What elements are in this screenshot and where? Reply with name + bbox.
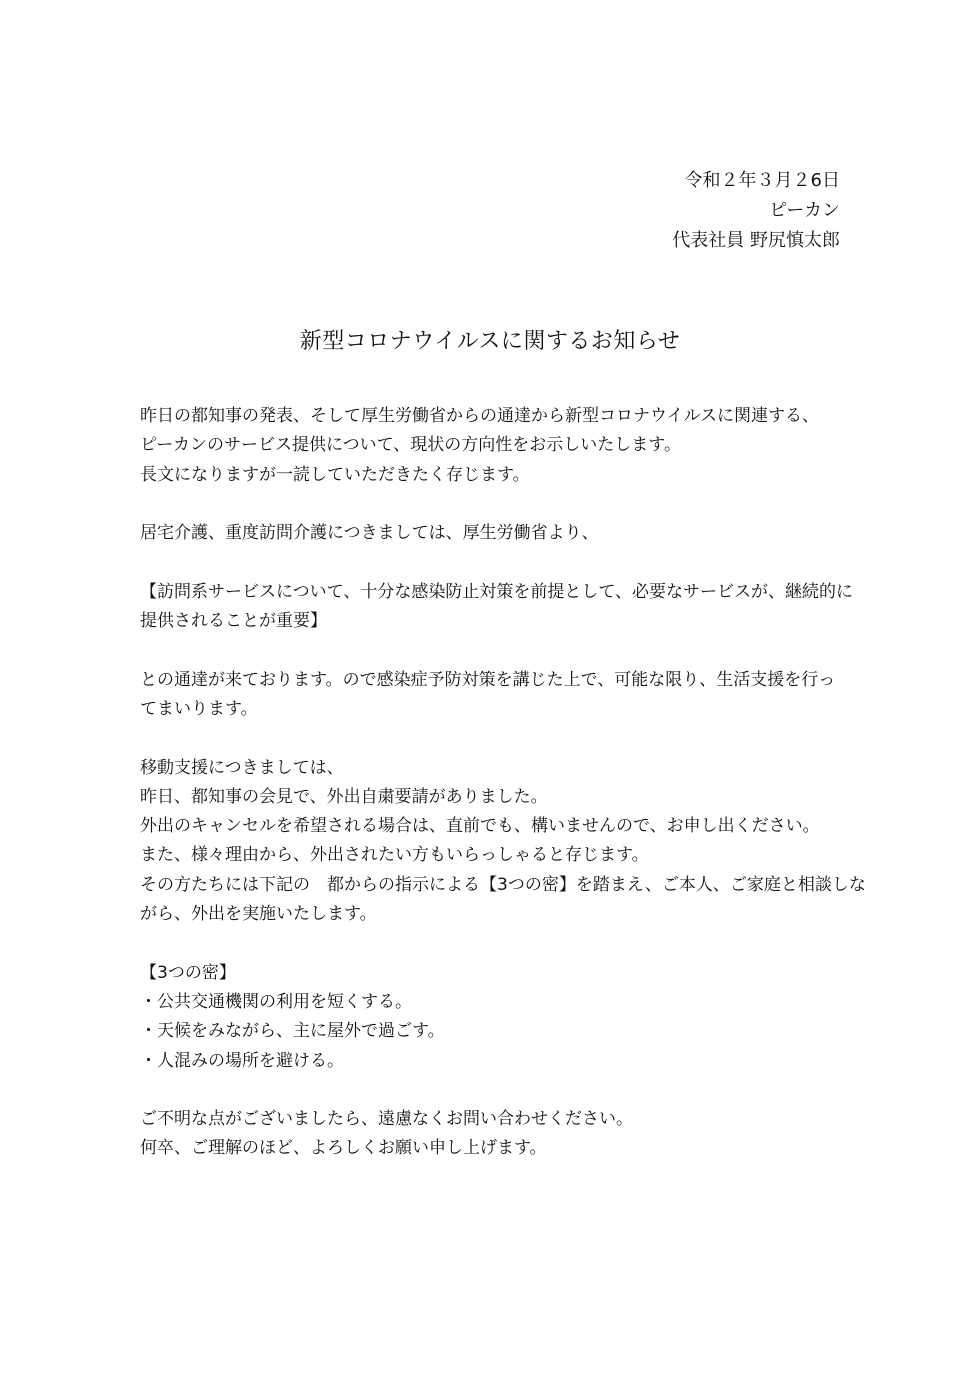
representative-name: 代表社員 野尻慎太郎 bbox=[672, 230, 840, 251]
body-line: 提供されることが重要】 bbox=[140, 611, 327, 632]
paragraph-ministry-quote bbox=[140, 578, 853, 637]
paragraph-mobility-support bbox=[140, 754, 866, 930]
paragraph-closing bbox=[140, 1105, 850, 1164]
notice-title: 新型コロナウイルスに関するお知らせ bbox=[299, 329, 681, 354]
three-cs-item: ・公共交通機関の利用を短くする。 bbox=[140, 991, 412, 1012]
three-cs-heading: 【3つの密】 bbox=[140, 962, 236, 983]
paragraph-intro bbox=[140, 402, 850, 490]
body-line: また、様々理由から、外出されたい方もいらっしゃると存じます。 bbox=[140, 845, 649, 866]
company-name: ピーカン bbox=[769, 200, 840, 221]
body-line: 昨日、都知事の会見で、外出自粛要請がありました。 bbox=[140, 786, 548, 807]
body-line: その方たちには下記の 都からの指示による【3つの密】を踏まえ、ご本人、ご家庭と相談しな bbox=[140, 874, 866, 895]
paragraph-home-care bbox=[140, 519, 850, 548]
paragraph-three-cs bbox=[140, 959, 850, 1076]
body-line: 移動支援につきましては、 bbox=[140, 757, 344, 778]
letter-date: 令和２年３月２6日 bbox=[684, 170, 840, 191]
body-line: 昨日の都知事の発表、そして厚生労働省からの通達から新型コロナウイルスに関連する、 bbox=[140, 406, 819, 426]
paragraph-continue-support bbox=[140, 666, 850, 725]
body-line: 居宅介護、重度訪問介護につきましては、厚生労働省より、 bbox=[140, 523, 599, 544]
body-line: がら、外出を実施いたします。 bbox=[140, 904, 377, 925]
body-line: ピーカンのサービス提供について、現状の方向性をお示しいたします。 bbox=[140, 435, 681, 456]
notice-body bbox=[140, 402, 866, 1193]
body-line: 【訪問系サービスについて、十分な感染防止対策を前提として、必要なサービスが、継続的に bbox=[140, 581, 853, 602]
letter-header bbox=[672, 166, 840, 256]
body-line: 何卒、ご理解のほど、よろしくお願い申し上げます。 bbox=[140, 1138, 547, 1159]
body-line: ご不明な点がございましたら、遠慮なくお問い合わせください。 bbox=[140, 1109, 633, 1130]
body-line: 長文になりますが一読していただきたく存じます。 bbox=[140, 464, 530, 485]
body-line: との通達が来ております。ので感染症予防対策を講じた上で、可能な限り、生活支援を行っ bbox=[140, 669, 836, 690]
three-cs-item: ・天候をみながら、主に屋外で過ごす。 bbox=[140, 1021, 445, 1042]
three-cs-item: ・人混みの場所を避ける。 bbox=[140, 1050, 344, 1071]
body-line: 外出のキャンセルを希望される場合は、直前でも、構いませんので、お申し出ください。 bbox=[140, 816, 820, 837]
body-line: てまいります。 bbox=[140, 698, 258, 719]
